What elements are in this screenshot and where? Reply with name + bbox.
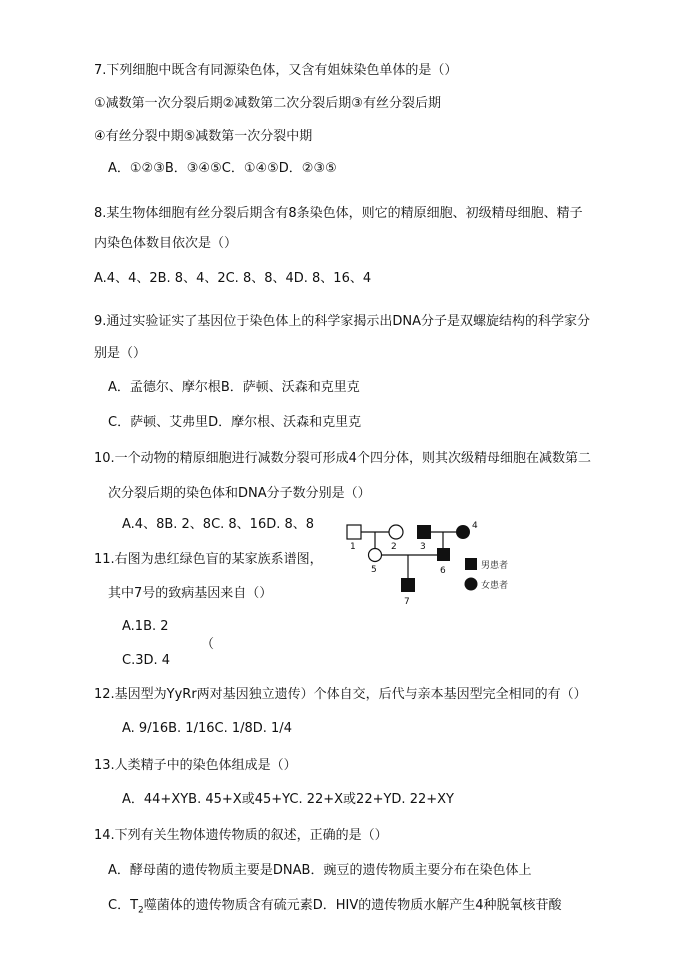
q10-options: A.4、8B. 2、8C. 8、16D. 8、8 <box>122 517 315 532</box>
q14-phage-subscript: 2 <box>138 905 144 916</box>
q14-option-line-1: A．酵母菌的遗传物质主要是DNAB．豌豆的遗传物质主要分布在染色体上 <box>108 863 532 878</box>
individual-2-normal-female <box>389 525 403 539</box>
q14-option-c-rest: 噬菌体的遗传物质含有硫元素D．HIV的遗传物质水解产生4种脱氧核苷酸 <box>143 898 562 913</box>
q7-stem: 7.下列细胞中既含有同源染色体，又含有姐妹染色单体的是（） <box>94 63 458 78</box>
individual-6-affected-male <box>437 548 450 561</box>
individual-5-normal-female <box>369 549 382 562</box>
pedigree-label-6: 6 <box>440 566 446 576</box>
pedigree-label-2: 2 <box>391 542 397 552</box>
q14-stem: 14.下列有关生物体遗传物质的叙述，正确的是（） <box>94 828 388 843</box>
q7-choices-line-2: ④有丝分裂中期⑤减数第一次分裂中期 <box>94 129 313 144</box>
pedigree-label-3: 3 <box>420 542 426 552</box>
q11-stem-line-2: 其中7号的致病基因来自（） <box>108 586 273 601</box>
q7-options: A．①②③B．③④⑤C．①④⑤D．②③⑤ <box>108 161 337 176</box>
q7-choices-line-1: ①减数第一次分裂后期②减数第二次分裂后期③有丝分裂后期 <box>94 96 441 111</box>
q8-stem-line-2: 内染色体数目依次是（） <box>94 236 238 251</box>
q11-option-line-1: A.1B. 2 <box>122 619 169 634</box>
q9-option-line-2: C．萨顿、艾弗里D．摩尔根、沃森和克里克 <box>108 415 362 430</box>
q9-option-line-1: A．孟德尔、摩尔根B．萨顿、沃森和克里克 <box>108 380 360 395</box>
q9-stem-line-1: 9.通过实验证实了基因位于染色体上的科学家揭示出DNA分子是双螺旋结构的科学家分 <box>94 314 591 329</box>
pedigree-label-4: 4 <box>472 521 478 531</box>
legend-affected-female-icon <box>465 578 478 591</box>
legend-affected-male-icon <box>465 558 477 570</box>
legend-affected-female-label: 女患者 <box>481 581 509 591</box>
pedigree-label-1: 1 <box>350 542 356 552</box>
q10-stem-line-2: 次分裂后期的染色体和DNA分子数分别是（） <box>108 486 371 501</box>
individual-1-normal-male <box>347 525 361 539</box>
q11-option-line-2: C.3D. 4 <box>122 653 171 668</box>
individual-3-affected-male <box>417 525 431 539</box>
q8-options: A.4、4、2B. 8、4、2C. 8、8、4D. 8、16、4 <box>94 271 372 286</box>
pedigree-label-7: 7 <box>404 597 410 607</box>
legend-affected-male-label: 男患者 <box>481 561 509 571</box>
individual-7-affected-male <box>401 578 415 592</box>
q13-options: A．44+XYB. 45+X或45+YC. 22+X或22+YD. 22+XY <box>122 792 454 807</box>
q8-stem-line-1: 8.某生物体细胞有丝分裂后期含有8条染色体，则它的精原细胞、初级精母细胞、精子 <box>94 206 583 221</box>
q14-option-c-prefix: C．T <box>108 898 139 913</box>
q11-stem-line-1: 11.右图为患红绿色盲的某家族系谱图， <box>94 552 323 567</box>
q12-options: A. 9/16B. 1/16C. 1/8D. 1/4 <box>122 721 292 736</box>
q10-stem-line-1: 10.一个动物的精原细胞进行减数分裂可形成4个四分体，则其次级精母细胞在减数第二 <box>94 451 591 466</box>
q9-stem-line-2: 别是（） <box>94 346 147 361</box>
pedigree-diagram <box>342 518 532 608</box>
q12-stem: 12.基因型为YyRr两对基因独立遗传）个体自交，后代与亲本基因型完全相同的有（） <box>94 687 587 702</box>
pedigree-label-5: 5 <box>371 565 377 575</box>
q13-stem: 13.人类精子中的染色体组成是（） <box>94 758 297 773</box>
q14-option-line-2 <box>108 897 562 915</box>
q11-stray-paren: （ <box>201 637 215 652</box>
individual-4-affected-female <box>456 525 470 539</box>
